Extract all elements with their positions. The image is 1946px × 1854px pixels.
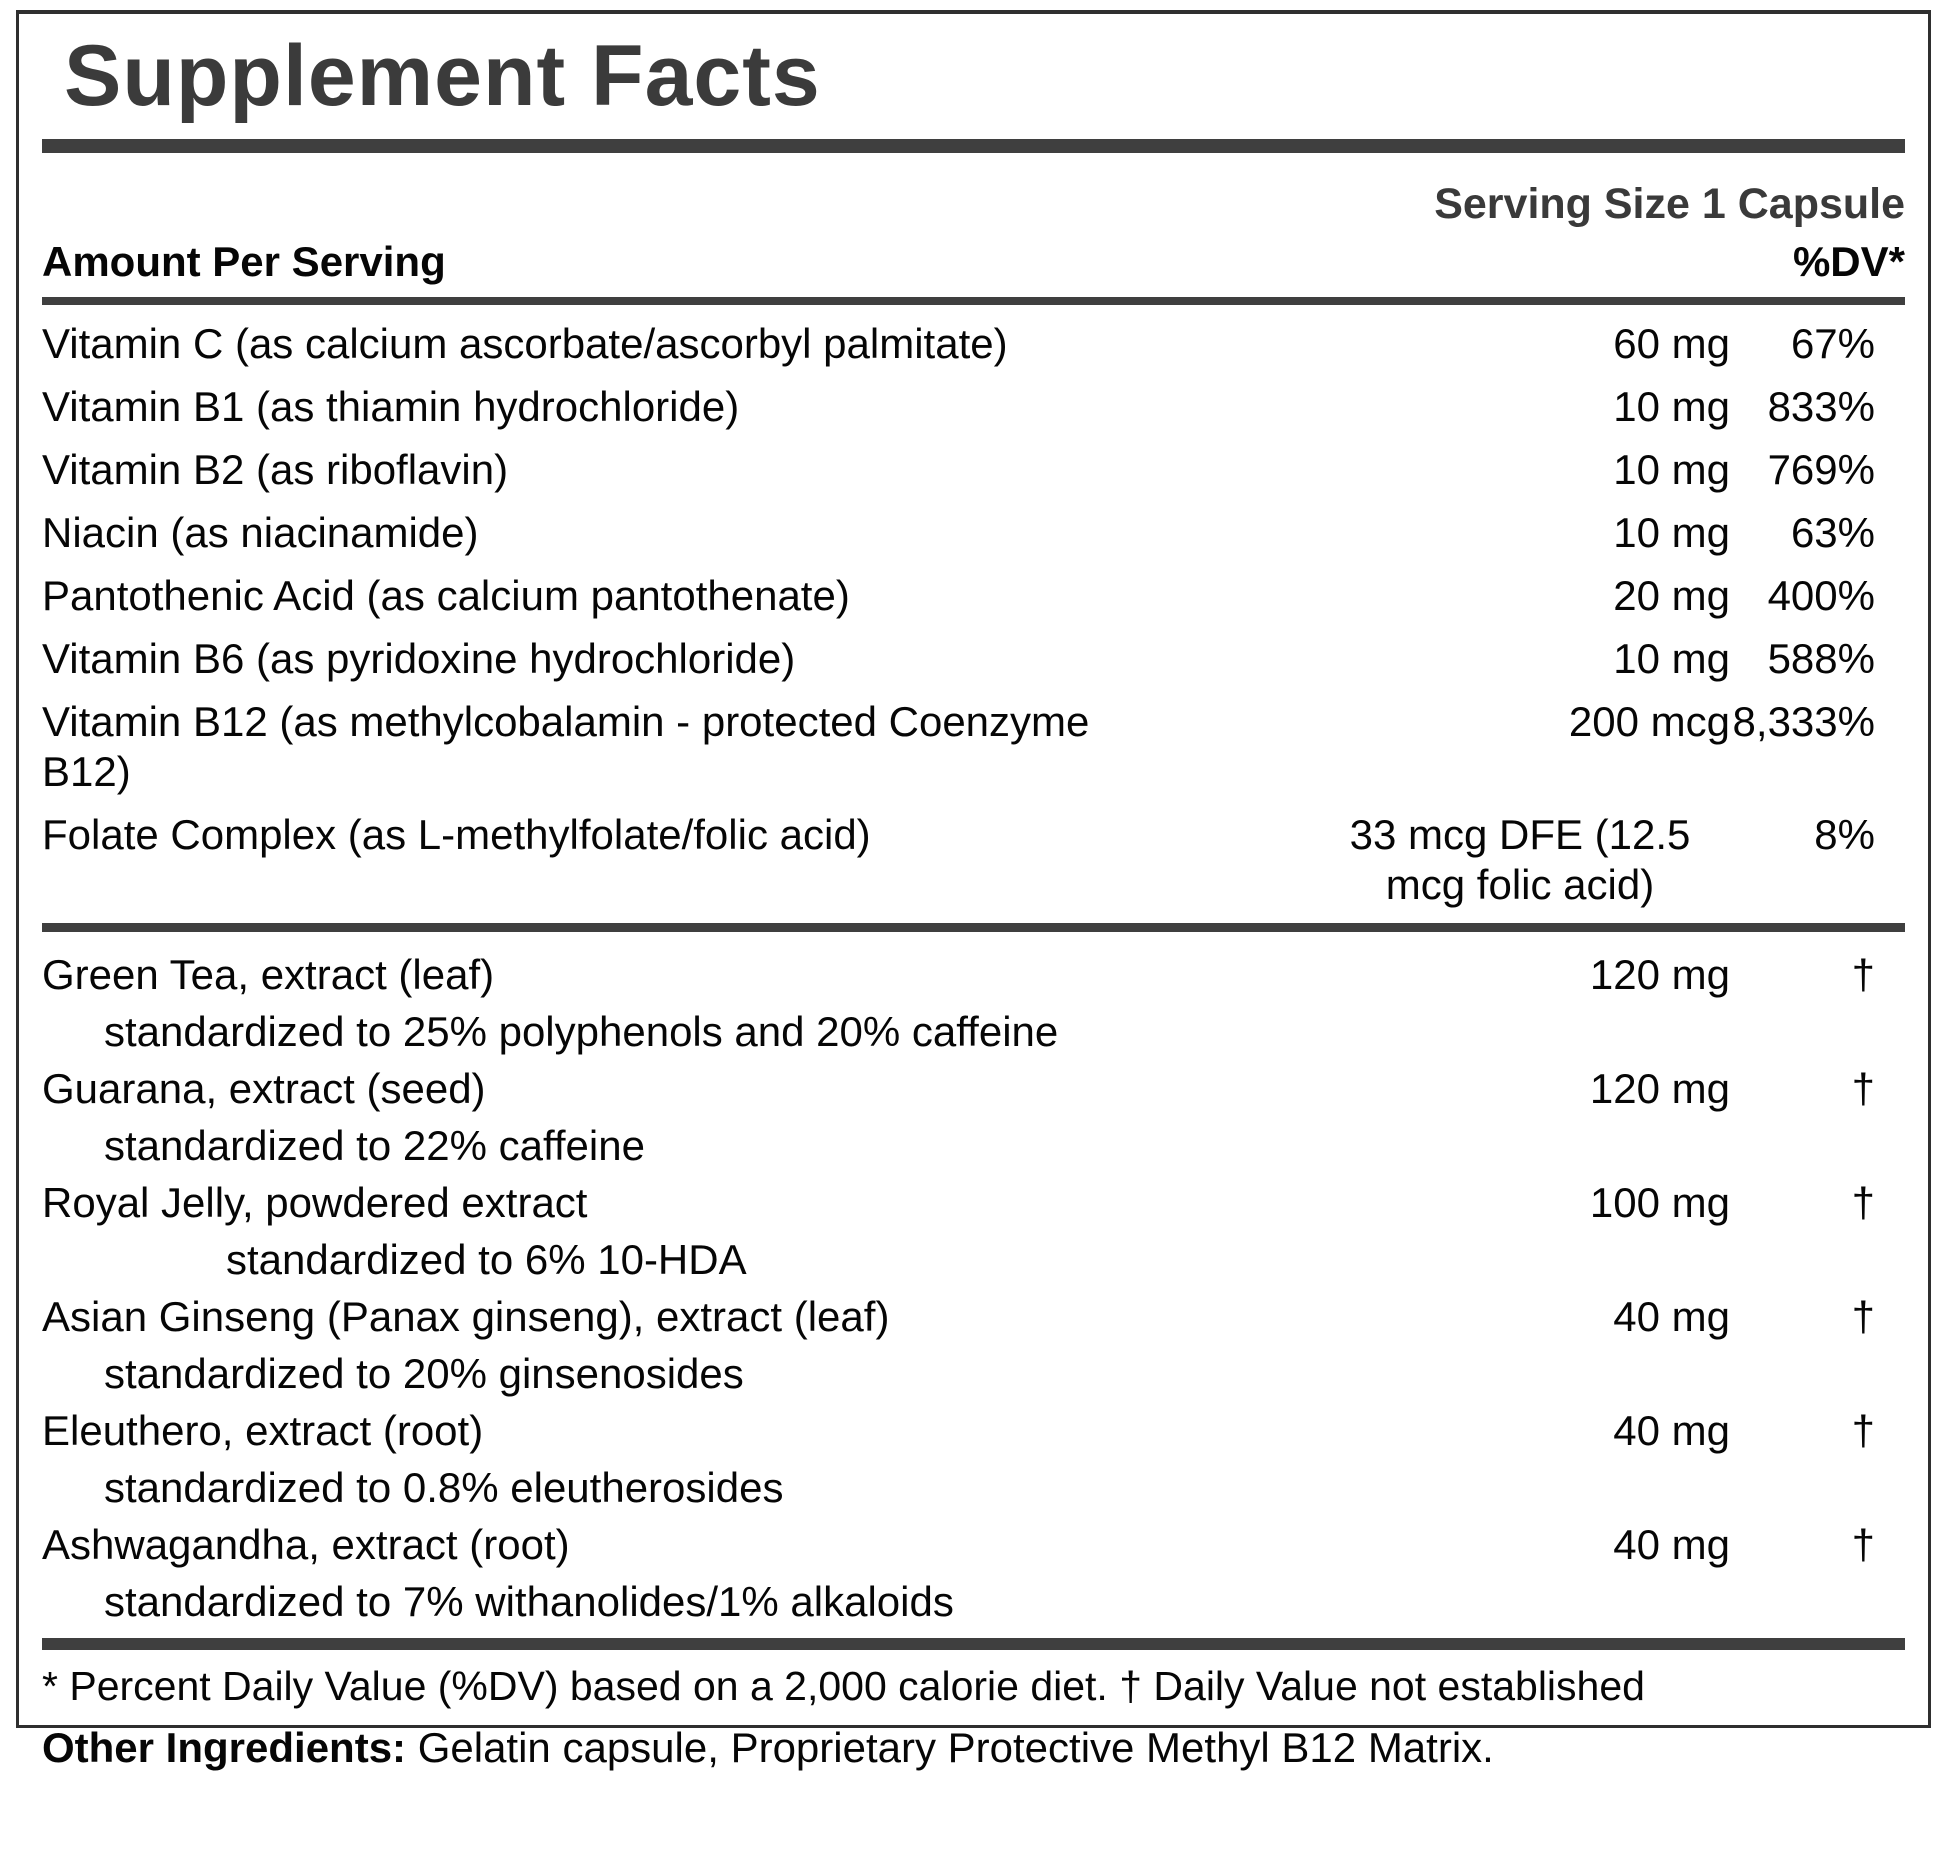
- nutrient-name: Vitamin B6 (as pyridoxine hydrochloride): [42, 634, 796, 682]
- botanical-name: Ashwagandha, extract (root) standardized to 7% withanolides/1% alkaloids: [42, 1516, 1310, 1630]
- nutrient-amount: 10 mg: [1613, 382, 1730, 430]
- nutrient-dv: 8%: [1814, 810, 1875, 858]
- nutrient-row: [42, 319, 1905, 369]
- nutrient-row: [42, 382, 1905, 432]
- nutrient-row: [42, 571, 1905, 621]
- nutrient-amount: 10 mg: [1613, 508, 1730, 556]
- botanical-standardization: standardized to 6% 10-HDA: [226, 1235, 747, 1283]
- title-divider-bar: [42, 139, 1905, 153]
- nutrient-rows: [42, 319, 1905, 910]
- botanical-row: [42, 1060, 1905, 1174]
- other-ingredients-text: Gelatin capsule, Proprietary Protective Methyl B12 Matrix.: [406, 1724, 1494, 1771]
- dv-header: %DV*: [1792, 237, 1905, 285]
- nutrient-amount: 10 mg: [1613, 445, 1730, 493]
- botanical-standardization: standardized to 22% caffeine: [104, 1121, 645, 1169]
- botanical-dv dagger-symbol: †: [1851, 1520, 1875, 1568]
- nutrient-amount: 10 mg: [1613, 634, 1730, 682]
- botanical-amount: 120 mg: [1589, 1064, 1730, 1112]
- botanical-row: [42, 1174, 1905, 1288]
- nutrient-name: Folate Complex (as L-methylfolate/folic acid): [42, 810, 871, 858]
- botanical-name: Asian Ginseng (Panax ginseng), extract (leaf) standardized to 20% ginsenosides: [42, 1288, 1310, 1402]
- nutrient-row: [42, 445, 1905, 495]
- other-ingredients-label: Other Ingredients:: [42, 1724, 407, 1771]
- botanical-row: [42, 1288, 1905, 1402]
- botanical-amount: 40 mg: [1613, 1406, 1730, 1454]
- daily-value-footnote: * Percent Daily Value (%DV) based on a 2,000 calorie diet. † Daily Value not established: [42, 1662, 1645, 1709]
- nutrient-name: Vitamin C (as calcium ascorbate/ascorbyl palmitate): [42, 319, 1008, 367]
- column-header-row: [42, 237, 1905, 287]
- botanical-standardization: standardized to 7% withanolides/1% alkaloids: [104, 1577, 954, 1625]
- botanical-name: Royal Jelly, powdered extract standardized to 6% 10-HDA: [42, 1174, 1310, 1288]
- other-ingredients: [42, 1722, 1922, 1774]
- botanical-dv dagger-symbol: †: [1851, 1406, 1875, 1454]
- botanical-amount: 40 mg: [1613, 1292, 1730, 1340]
- botanical-dv dagger-symbol: †: [1851, 1178, 1875, 1226]
- nutrient-amount: 60 mg: [1613, 319, 1730, 367]
- botanical-name: Eleuthero, extract (root) standardized to 0.8% eleutherosides: [42, 1402, 1310, 1516]
- botanical-dv dagger-symbol: †: [1851, 1064, 1875, 1112]
- botanical-standardization: standardized to 20% ginsenosides: [104, 1349, 744, 1397]
- nutrient-amount: 200 mcg: [1568, 697, 1730, 745]
- nutrient-dv: 769%: [1767, 445, 1875, 493]
- nutrient-name: Vitamin B1 (as thiamin hydrochloride): [42, 382, 740, 430]
- botanical-standardization: standardized to 0.8% eleutherosides: [104, 1463, 784, 1511]
- nutrient-name: Pantothenic Acid (as calcium pantothenate): [42, 571, 850, 619]
- botanical-rows: [42, 946, 1905, 1630]
- nutrient-row: [42, 508, 1905, 558]
- serving-size: Serving Size 1 Capsule: [1434, 179, 1905, 228]
- nutrient-row: [42, 634, 1905, 684]
- botanical-name: Green Tea, extract (leaf) standardized to 25% polyphenols and 20% caffeine: [42, 946, 1310, 1060]
- footnote-divider-bar: [42, 1638, 1905, 1650]
- botanical-amount: 120 mg: [1589, 950, 1730, 998]
- botanical-row: [42, 1516, 1905, 1630]
- botanical-row: [42, 1402, 1905, 1516]
- nutrient-name: Vitamin B12 (as methylcobalamin - protected Coenzyme B12): [42, 697, 1090, 795]
- botanical-dv dagger-symbol: †: [1851, 1292, 1875, 1340]
- nutrient-name: Niacin (as niacinamide): [42, 508, 479, 556]
- header-divider-bar: [42, 297, 1905, 305]
- botanical-row: [42, 946, 1905, 1060]
- nutrient-row: [42, 697, 1905, 797]
- nutrient-row: [42, 810, 1905, 910]
- amount-per-serving-header: Amount Per Serving: [42, 237, 446, 285]
- botanical-dv dagger-symbol: †: [1851, 950, 1875, 998]
- botanical-amount: 100 mg: [1589, 1178, 1730, 1226]
- nutrient-amount: 33 mcg DFE (12.5 mcg folic acid): [1349, 810, 1691, 908]
- botanical-name: Guarana, extract (seed) standardized to 22% caffeine: [42, 1060, 1310, 1174]
- nutrient-dv: 400%: [1767, 571, 1875, 619]
- panel-title: Supplement Facts: [64, 28, 821, 124]
- nutrient-amount: 20 mg: [1613, 571, 1730, 619]
- nutrient-dv: 67%: [1790, 319, 1875, 367]
- nutrient-dv: 63%: [1790, 508, 1875, 556]
- section-divider-bar: [42, 923, 1905, 932]
- botanical-standardization: standardized to 25% polyphenols and 20% caffeine: [104, 1007, 1059, 1055]
- nutrient-dv: 833%: [1767, 382, 1875, 430]
- nutrient-dv: 8,333%: [1732, 697, 1875, 745]
- supplement-facts-panel: [16, 10, 1931, 1728]
- nutrient-name: Vitamin B2 (as riboflavin): [42, 445, 509, 493]
- nutrient-dv: 588%: [1767, 634, 1875, 682]
- botanical-amount: 40 mg: [1613, 1520, 1730, 1568]
